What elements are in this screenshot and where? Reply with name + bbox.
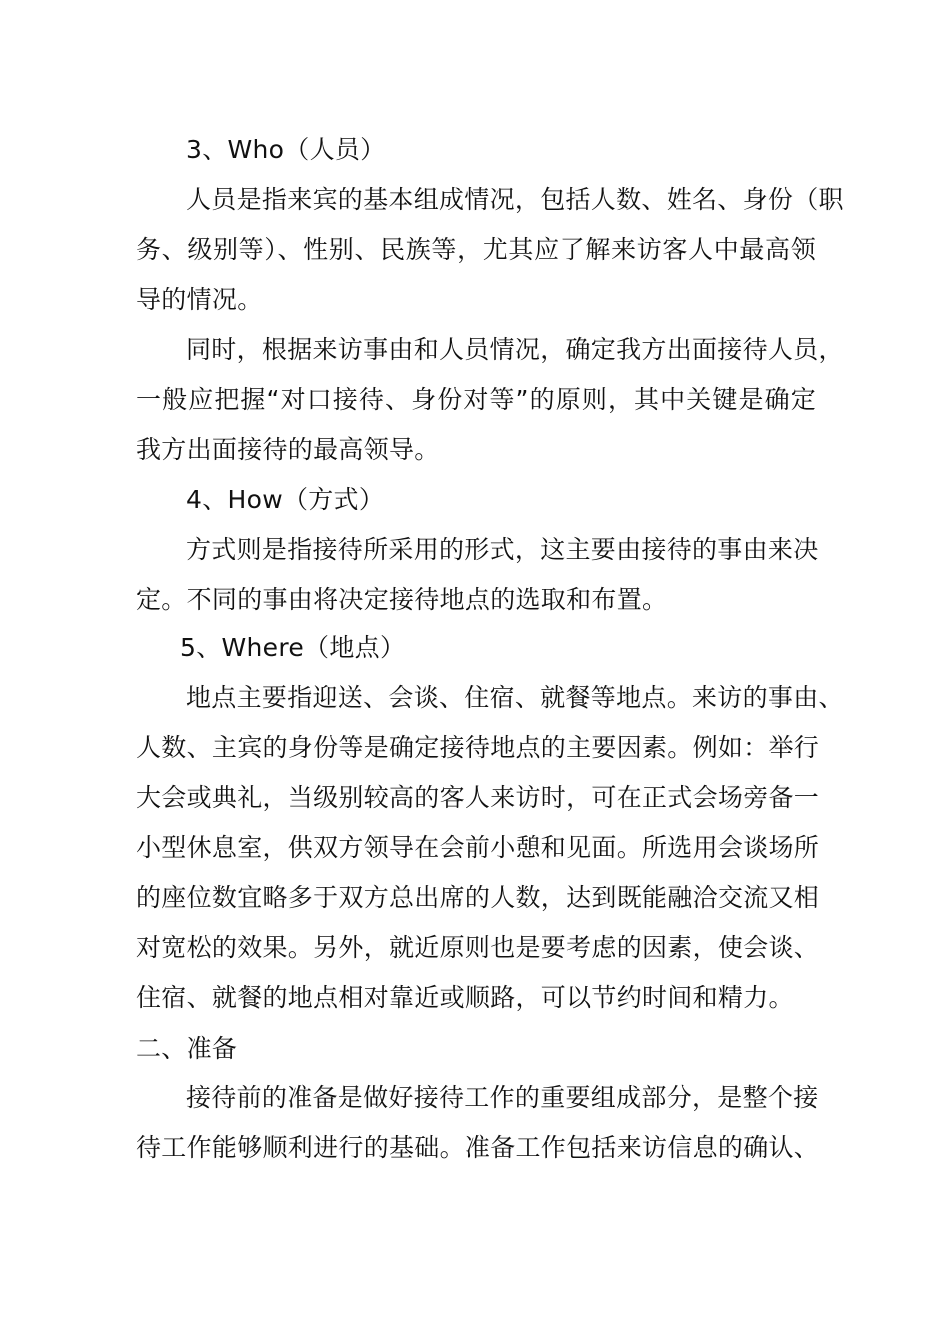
paragraph-line: 的座位数宜略多于双方总出席的人数，达到既能融洽交流又相 xyxy=(136,883,820,912)
heading-how: 4、How（方式） xyxy=(186,485,385,514)
paragraph-line: 导的情况。 xyxy=(136,285,263,314)
paragraph-line: 接待前的准备是做好接待工作的重要组成部分，是整个接 xyxy=(186,1083,819,1112)
paragraph-line: 地点主要指迎送、会谈、住宿、就餐等地点。来访的事由、 xyxy=(186,683,844,712)
paragraph-line: 大会或典礼，当级别较高的客人来访时，可在正式会场旁备一 xyxy=(136,783,820,812)
heading-where: 5、Where（地点） xyxy=(180,633,406,662)
paragraph-line: 务、级别等）、性别、民族等，尤其应了解来访客人中最高领 xyxy=(136,235,816,264)
paragraph-line: 住宿、就餐的地点相对靠近或顺路，可以节约时间和精力。 xyxy=(136,983,794,1012)
paragraph-line: 方式则是指接待所采用的形式，这主要由接待的事由来决 xyxy=(186,535,819,564)
heading-who: 3、Who（人员） xyxy=(186,135,386,164)
paragraph-line: 人数、主宾的身份等是确定接待地点的主要因素。例如：举行 xyxy=(136,733,820,762)
paragraph-line: 人员是指来宾的基本组成情况，包括人数、姓名、身份（职 xyxy=(186,185,844,214)
paragraph-line: 待工作能够顺利进行的基础。准备工作包括来访信息的确认、 xyxy=(136,1133,820,1162)
paragraph-line: 一般应把握“对口接待、身份对等”的原则，其中关键是确定 xyxy=(136,385,816,414)
paragraph-line: 定。不同的事由将决定接待地点的选取和布置。 xyxy=(136,585,668,614)
paragraph-line: 对宽松的效果。另外，就近原则也是要考虑的因素，使会谈、 xyxy=(136,933,820,962)
paragraph-line: 我方出面接待的最高领导。 xyxy=(136,435,440,464)
paragraph-line: 同时，根据来访事由和人员情况，确定我方出面接待人员， xyxy=(186,335,844,364)
heading-preparation: 二、准备 xyxy=(136,1034,238,1063)
paragraph-line: 小型休息室，供双方领导在会前小憩和见面。所选用会谈场所 xyxy=(136,833,820,862)
